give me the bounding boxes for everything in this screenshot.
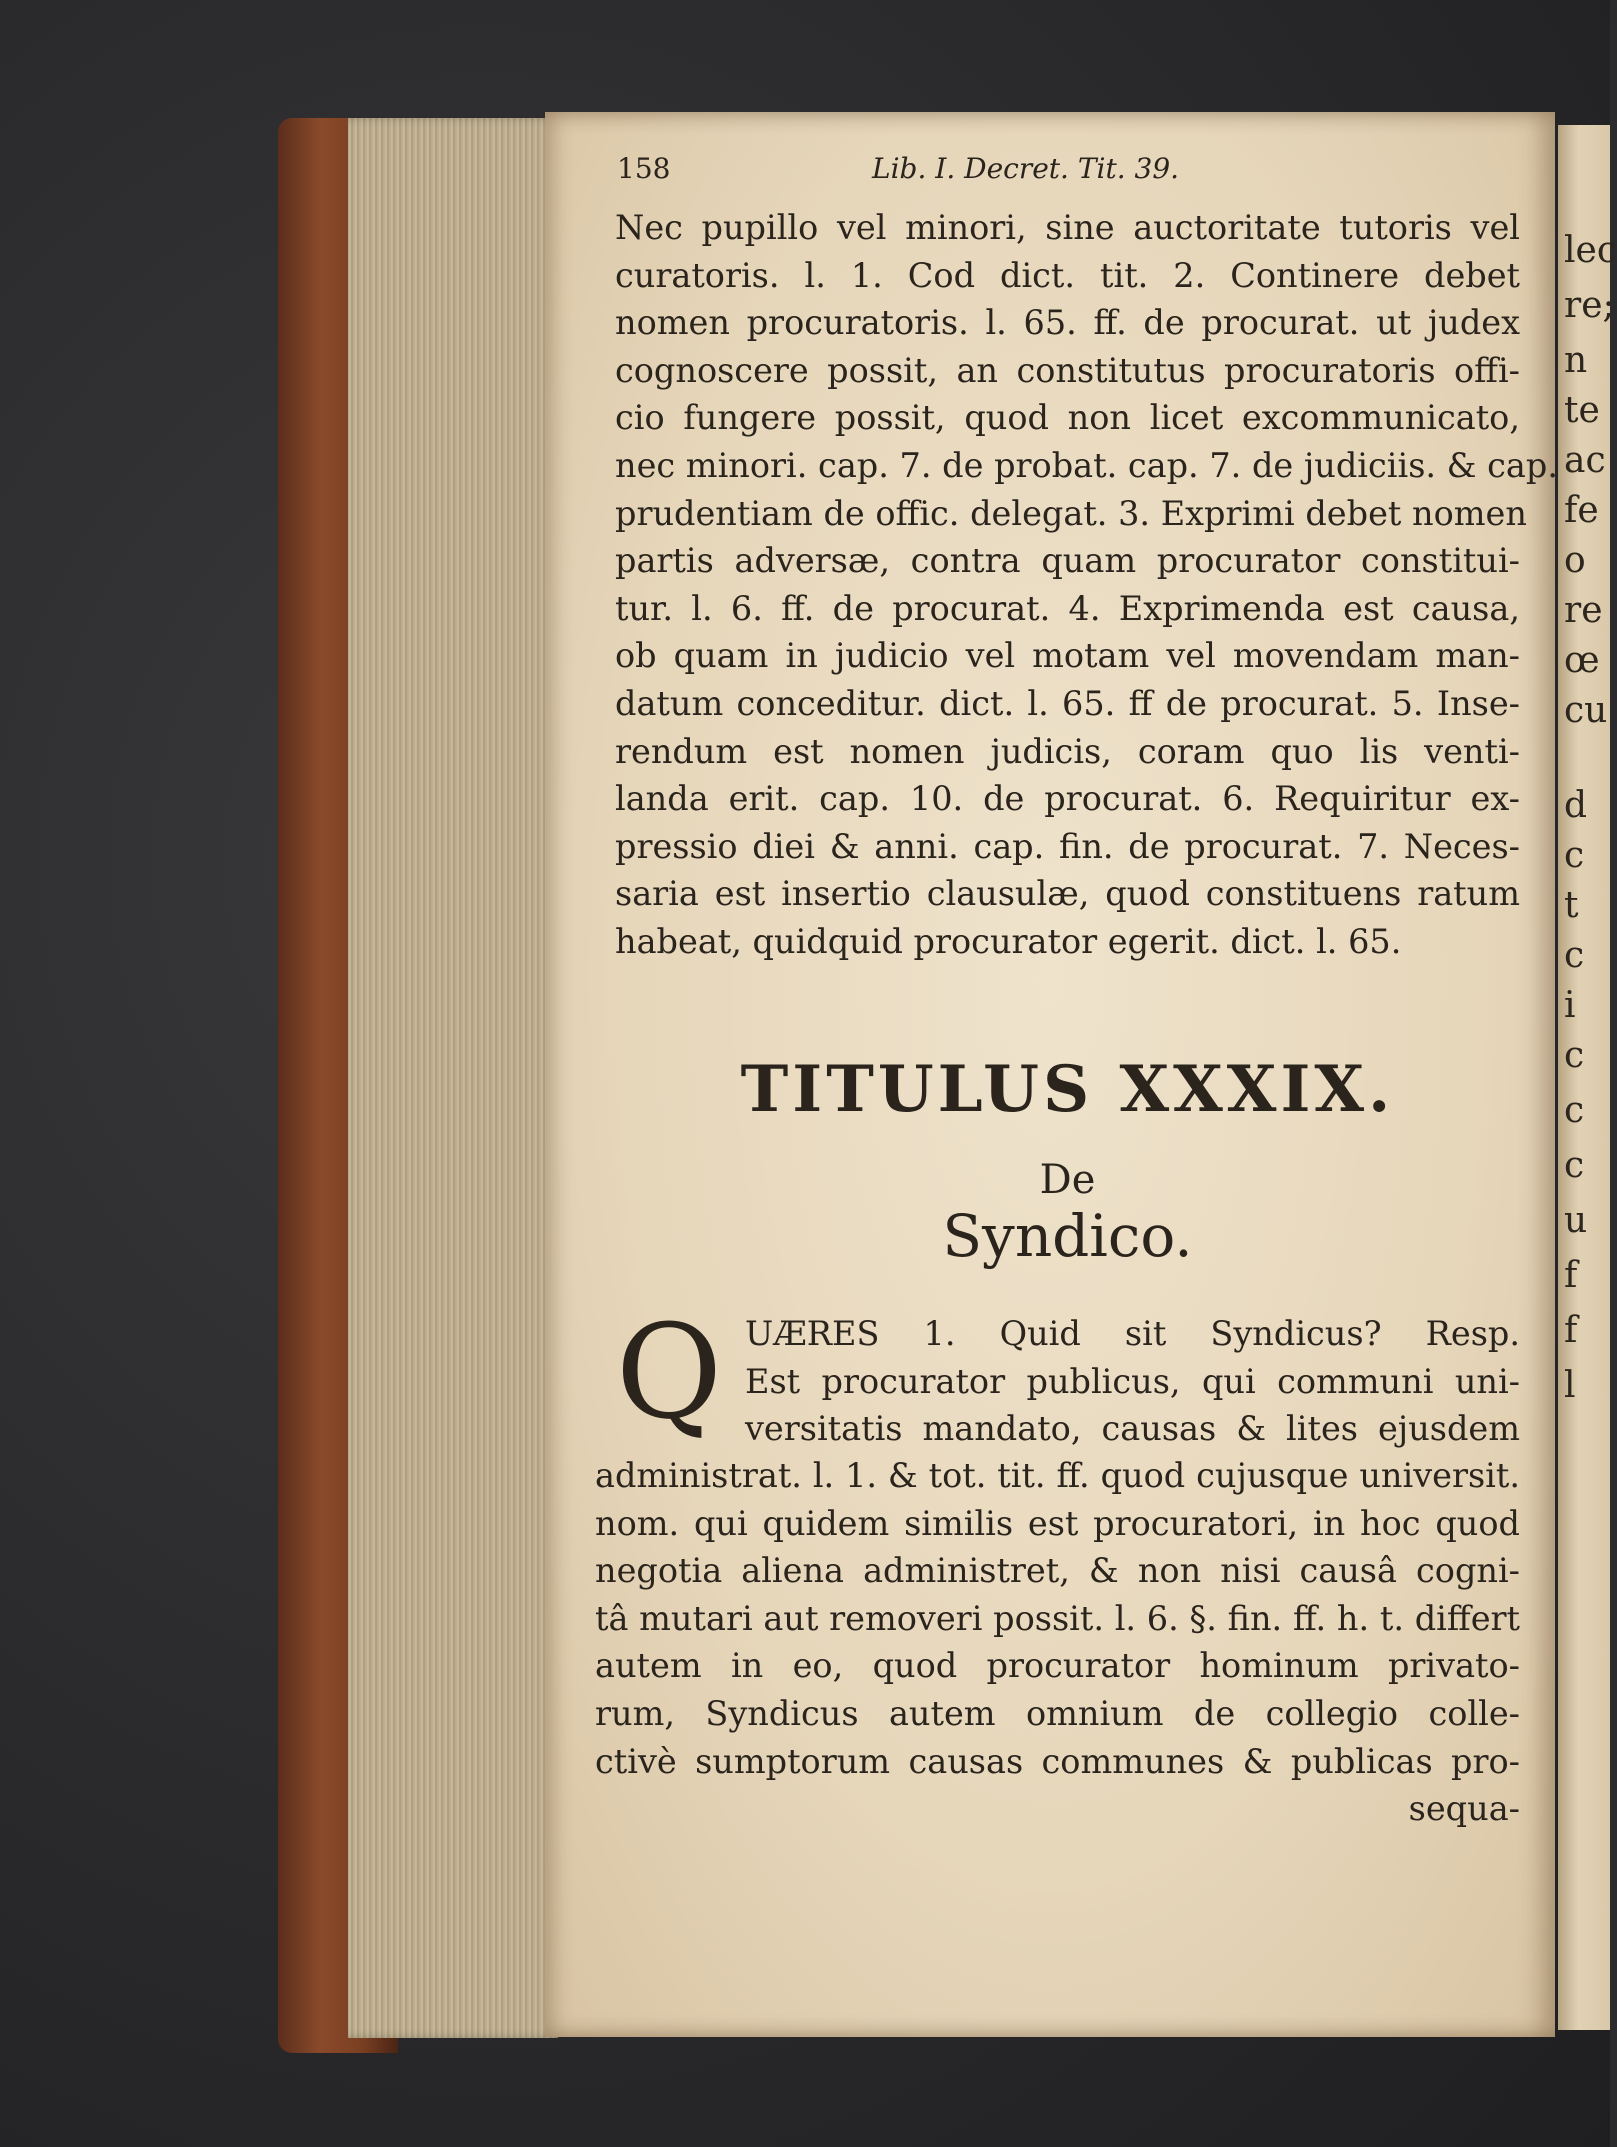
running-head [617,152,1515,192]
text-line: cio fungere possit, quod non licet excommunicato, [615,398,1520,438]
section-title: TITULUS XXXIX. [740,1052,1395,1127]
text-line: rendum est nomen judicis, coram quo lis venti- [615,731,1520,771]
paragraph-1 [615,204,1558,966]
text-line: administrat. l. 1. & tot. tit. ff. quod cujusque universit. [595,1456,1520,1495]
drop-cap-initial: Q [615,1296,723,1448]
text-line: curatoris. l. 1. Cod dict. tit. 2. Continere debet [615,255,1520,295]
facing-page-fragment: l [1564,1365,1576,1406]
paragraph-2-drop-lines [745,1310,1520,1453]
text-line: landa erit. cap. 10. de procurat. 6. Requiritur ex- [615,779,1520,819]
facing-page-fragment: o [1564,540,1586,581]
text-line: partis adversæ, contra quam procurator constitui- [615,541,1520,581]
text-line: nec minori. cap. 7. de probat. cap. 7. de judiciis. & cap. [615,445,1558,485]
section-title-de: De [1039,1157,1096,1203]
text-line: ctivè sumptorum causas communes & publicas pro- [595,1741,1520,1781]
page-edges [348,118,558,2038]
text-line: autem in eo, quod procurator hominum privato- [595,1646,1520,1686]
facing-page-fragment: c [1564,835,1585,876]
facing-page-fragment: u [1564,1200,1588,1241]
text-line: rum, Syndicus autem omnium de collegio colle- [595,1693,1520,1733]
text-line: tâ mutari aut removeri possit. l. 6. §. fin. ff. h. t. differt [595,1598,1520,1638]
text-line: negotia aliena administret, & non nisi causâ cogni- [595,1551,1520,1591]
page-number: 158 [617,152,671,185]
paragraph-2 [595,1452,1520,1833]
book-page [545,112,1558,2037]
facing-page-fragment: te [1564,390,1600,431]
text-line: saria est insertio clausulæ, quod constituens ratum [615,874,1520,914]
facing-page-fragment: d [1564,785,1588,826]
facing-page-fragment: c [1564,935,1585,976]
text-line: prudentiam de offic. delegat. 3. Exprimi debet nomen [615,493,1527,533]
text-line: habeat, quidquid procurator egerit. dict. l. 65. [615,921,1402,961]
text-line: tur. l. 6. ff. de procurat. 4. Exprimenda est causa, [615,588,1520,628]
text-line: ob quam in judicio vel motam vel movendam man- [615,636,1520,676]
section-subject: Syndico. [942,1202,1193,1270]
facing-page-fragment: c [1564,1145,1585,1186]
text-line: UÆRES 1. Quid sit Syndicus? Resp. [745,1314,1520,1353]
facing-page-fragment: re; [1564,285,1615,326]
facing-page-fragment: f [1564,1310,1578,1351]
facing-page-fragment: f [1564,1255,1578,1296]
text-line: versitatis mandato, causas & lites ejusdem [745,1409,1520,1449]
facing-page-fragment: t [1564,885,1579,926]
catchword: sequa- [1408,1789,1520,1829]
text-line: cognoscere possit, an constitutus procuratoris offi- [615,350,1520,390]
facing-page-fragment: re [1564,590,1603,631]
facing-page-fragment: ac [1564,440,1606,481]
text-line: pressio diei & anni. cap. fin. de procurat. 7. Neces- [615,826,1520,866]
text-line: Est procurator publicus, qui communi uni- [745,1361,1520,1401]
text-line: datum conceditur. dict. l. 65. ff de procurat. 5. Inse- [615,683,1520,723]
facing-page-fragment: c [1564,1035,1585,1076]
text-line: Nec pupillo vel minori, sine auctoritate tutoris vel [615,208,1520,247]
text-line: nomen procuratoris. l. 65. ff. de procurat. ut judex [615,303,1520,343]
facing-page-edge [1558,125,1617,2030]
text-line: nom. qui quidem similis est procuratori, in hoc quod [595,1503,1520,1543]
facing-page-fragment: n [1564,340,1588,381]
facing-page-fragment: i [1564,985,1576,1026]
facing-page-fragment: œ [1564,640,1600,681]
facing-page-fragment: c [1564,1090,1585,1131]
facing-page-fragment: lec [1564,230,1617,271]
facing-page-fragment: cu [1564,690,1608,731]
facing-page-fragment: fe [1564,490,1599,531]
running-title: Lib. I. Decret. Tit. 39. [872,152,1180,185]
